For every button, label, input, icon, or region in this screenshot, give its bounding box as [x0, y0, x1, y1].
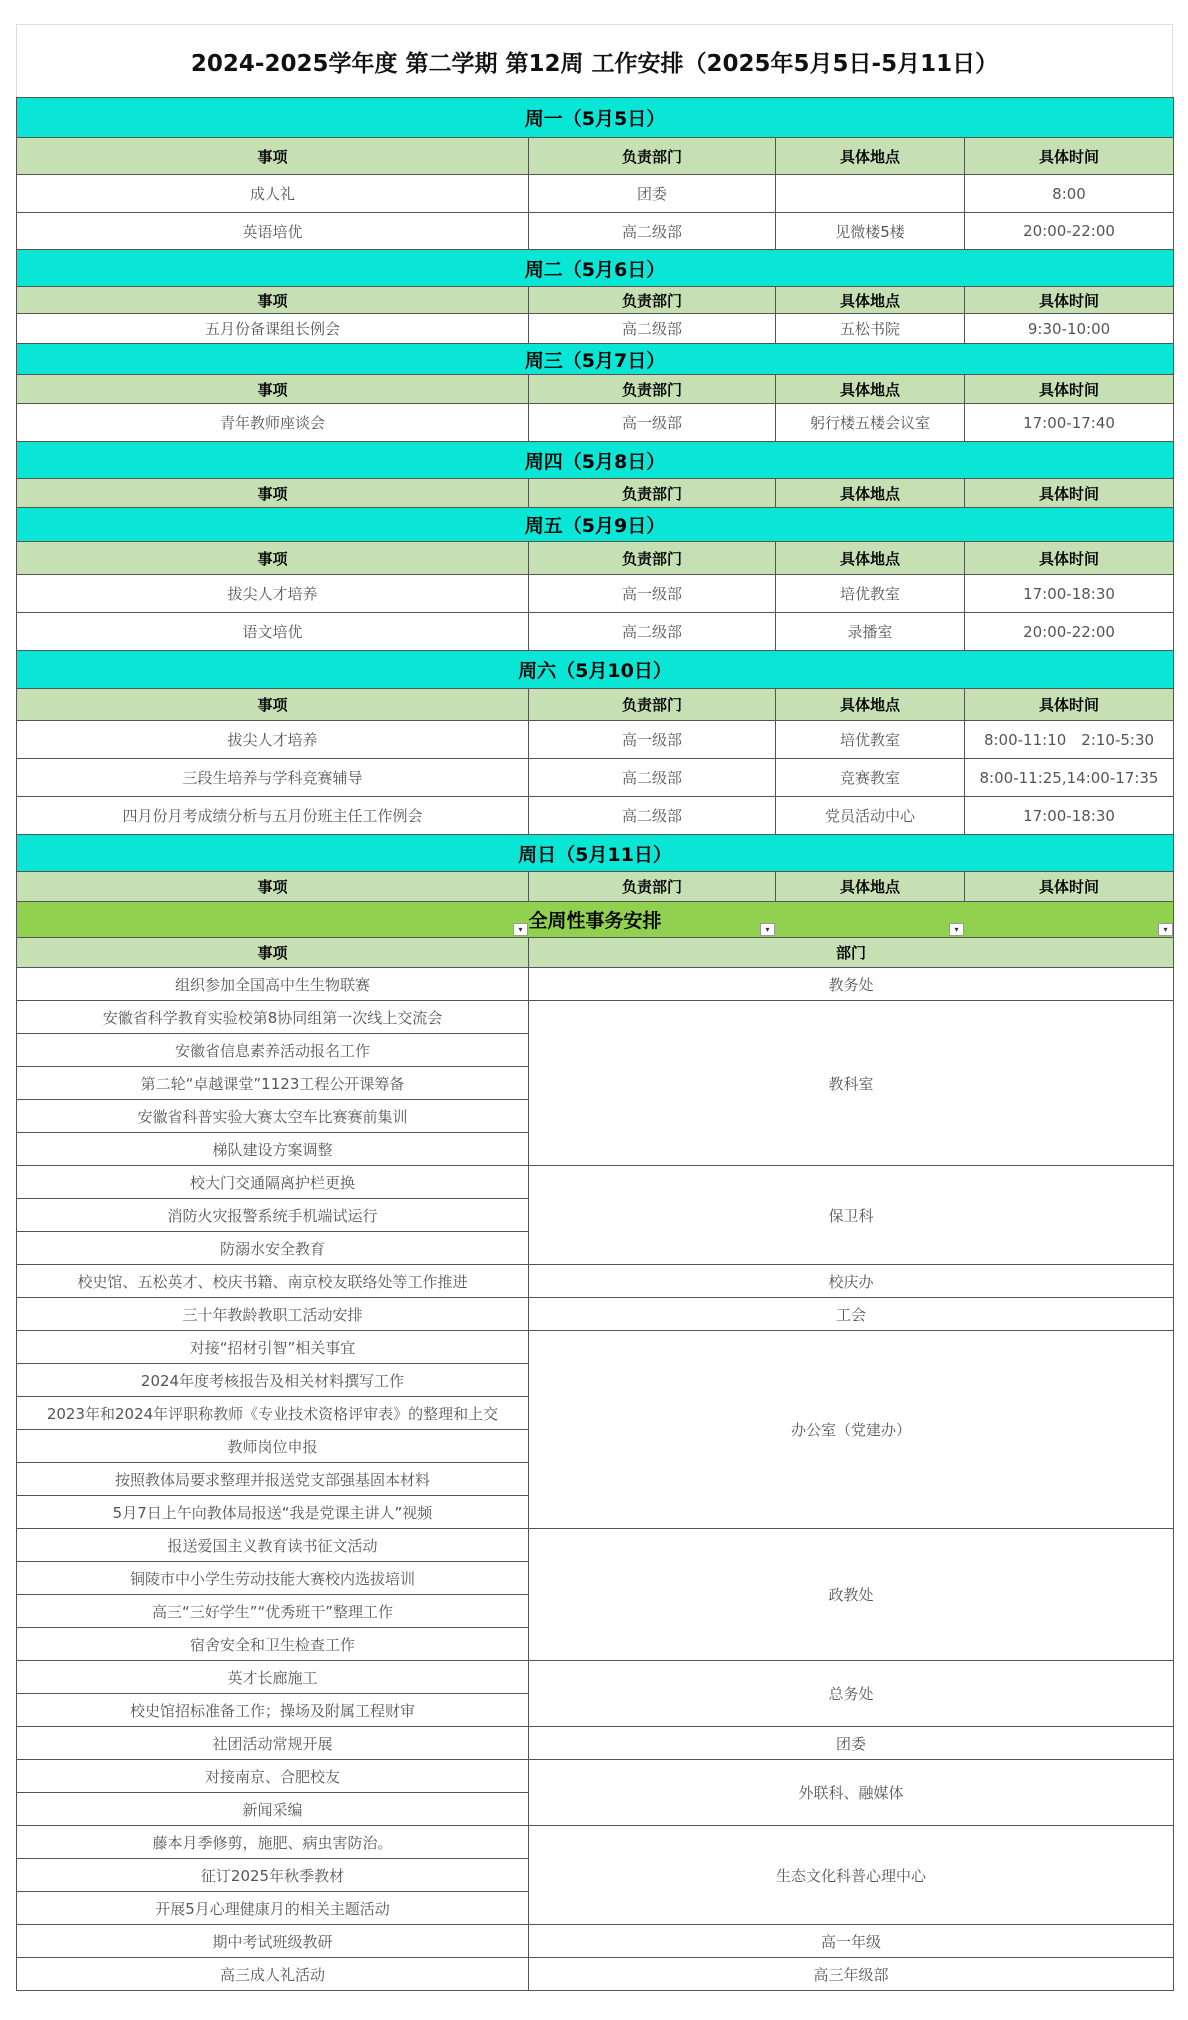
- cell-item: 拔尖人才培养: [17, 721, 529, 759]
- cell-dept: 团委: [529, 175, 776, 213]
- cell-item: 拔尖人才培养: [17, 575, 529, 613]
- weekly-item: 教师岗位申报: [17, 1430, 529, 1463]
- weekly-item: 按照教体局要求整理并报送党支部强基固本材料: [17, 1463, 529, 1496]
- weekly-item: 对接“招材引智”相关事宜: [17, 1331, 529, 1364]
- cell-dept: 高二级部: [529, 213, 776, 250]
- cell-time: 8:00: [965, 175, 1174, 213]
- cell-item: 五月份备课组长例会: [17, 314, 529, 344]
- day-header: 周一（5月5日）: [17, 98, 1174, 138]
- column-header-row: [17, 872, 1174, 902]
- col-header-location: 具体地点: [776, 479, 965, 508]
- weekly-item: 安徽省科普实验大赛太空车比赛赛前集训: [17, 1100, 529, 1133]
- cell-item: 三段生培养与学科竞赛辅导: [17, 759, 529, 797]
- weekly-dept: 校庆办: [529, 1265, 1174, 1298]
- weekly-dept: 高一年级: [529, 1925, 1174, 1958]
- col-header-time: 具体时间: [965, 287, 1174, 314]
- cell-time: 8:00-11:10 2:10-5:30: [965, 721, 1174, 759]
- cell-location: 培优教室: [776, 721, 965, 759]
- weekly-dept: 办公室（党建办）: [529, 1331, 1174, 1529]
- col-header-item: 事项: [17, 689, 529, 721]
- filter-dropdown-icon[interactable]: ▾: [760, 923, 775, 936]
- weekly-row: [17, 1826, 1174, 1859]
- weekly-item: 高三“三好学生”“优秀班干”整理工作: [17, 1595, 529, 1628]
- day-header: 周四（5月8日）: [17, 442, 1174, 479]
- weekly-item: 2023年和2024年评职称教师《专业技术资格评审表》的整理和上交: [17, 1397, 529, 1430]
- cell-item: 成人礼: [17, 175, 529, 213]
- schedule-table: [16, 97, 1174, 1991]
- weekly-dept: 保卫科: [529, 1166, 1174, 1265]
- col-header-dept: 负责部门: [529, 872, 776, 902]
- weekly-row: [17, 1001, 1174, 1034]
- column-header-row: [17, 375, 1174, 404]
- cell-time: 17:00-18:30: [965, 575, 1174, 613]
- day-header: 周日（5月11日）: [17, 835, 1174, 872]
- day-header-row: [17, 651, 1174, 689]
- weekly-item: 新闻采编: [17, 1793, 529, 1826]
- weekly-item: 校史馆招标准备工作；操场及附属工程财审: [17, 1694, 529, 1727]
- col-header-item: 事项: [17, 542, 529, 575]
- weekly-item: 安徽省科学教育实验校第8协同组第一次线上交流会: [17, 1001, 529, 1034]
- weekly-item: 第二轮“卓越课堂”1123工程公开课筹备: [17, 1067, 529, 1100]
- cell-time: 20:00-22:00: [965, 213, 1174, 250]
- cell-time: 17:00-18:30: [965, 797, 1174, 835]
- col-header-dept: 负责部门: [529, 138, 776, 175]
- weekly-row: [17, 1661, 1174, 1694]
- weekly-dept: 团委: [529, 1727, 1174, 1760]
- col-header-time: 具体时间: [965, 872, 1174, 902]
- weekly-row: [17, 1925, 1174, 1958]
- col-header-time: 具体时间: [965, 542, 1174, 575]
- page-title: 2024-2025学年度 第二学期 第12周 工作安排（2025年5月5日-5月11日）: [16, 24, 1173, 97]
- cell-location: 培优教室: [776, 575, 965, 613]
- filter-dropdown-icon[interactable]: ▾: [949, 923, 964, 936]
- cell-item: 英语培优: [17, 213, 529, 250]
- column-header-row: [17, 542, 1174, 575]
- table-row: [17, 759, 1174, 797]
- weekly-item: 三十年教龄教职工活动安排: [17, 1298, 529, 1331]
- day-header: 周六（5月10日）: [17, 651, 1174, 689]
- table-row: [17, 213, 1174, 250]
- cell-dept: 高一级部: [529, 721, 776, 759]
- day-header-row: [17, 98, 1174, 138]
- cell-location: 录播室: [776, 613, 965, 651]
- day-header-row: [17, 508, 1174, 542]
- col-header-time: 具体时间: [965, 375, 1174, 404]
- weekly-item: 安徽省信息素养活动报名工作: [17, 1034, 529, 1067]
- column-header-row: [17, 287, 1174, 314]
- cell-dept: 高二级部: [529, 613, 776, 651]
- weekly-row: [17, 1958, 1174, 1991]
- weekly-item: 高三成人礼活动: [17, 1958, 529, 1991]
- cell-location: 见微楼5楼: [776, 213, 965, 250]
- column-header-row: [17, 138, 1174, 175]
- col-header-location: 具体地点: [776, 872, 965, 902]
- col-header-dept: 负责部门: [529, 287, 776, 314]
- weekly-dept: 政教处: [529, 1529, 1174, 1661]
- weekly-item: 征订2025年秋季教材: [17, 1859, 529, 1892]
- col-header-location: 具体地点: [776, 138, 965, 175]
- cell-item: 青年教师座谈会: [17, 404, 529, 442]
- weekly-item: 5月7日上午向教体局报送“我是党课主讲人”视频: [17, 1496, 529, 1529]
- weekly-item: 开展5月心理健康月的相关主题活动: [17, 1892, 529, 1925]
- cell-time: 9:30-10:00: [965, 314, 1174, 344]
- weekly-item: 校史馆、五松英才、校庆书籍、南京校友联络处等工作推进: [17, 1265, 529, 1298]
- weekly-row: [17, 1727, 1174, 1760]
- weekly-item: 2024年度考核报告及相关材料撰写工作: [17, 1364, 529, 1397]
- cell-dept: 高二级部: [529, 759, 776, 797]
- col-header-location: 具体地点: [776, 542, 965, 575]
- weekly-col-header-dept: 部门: [529, 938, 1174, 968]
- day-header-row: [17, 835, 1174, 872]
- filter-dropdown-icon[interactable]: ▾: [1158, 923, 1173, 936]
- cell-dept: 高一级部: [529, 575, 776, 613]
- weekly-item: 期中考试班级教研: [17, 1925, 529, 1958]
- filter-dropdown-icon[interactable]: ▾: [513, 923, 528, 936]
- col-header-item: 事项: [17, 375, 529, 404]
- col-header-time: 具体时间: [965, 689, 1174, 721]
- cell-dept: 高一级部: [529, 404, 776, 442]
- col-header-location: 具体地点: [776, 287, 965, 314]
- column-header-row: [17, 689, 1174, 721]
- weekly-item: 防溺水安全教育: [17, 1232, 529, 1265]
- cell-location: 五松书院: [776, 314, 965, 344]
- table-row: [17, 575, 1174, 613]
- cell-location: [776, 175, 965, 213]
- cell-item: 语文培优: [17, 613, 529, 651]
- cell-location: 躬行楼五楼会议室: [776, 404, 965, 442]
- weekly-header-row: [17, 902, 1174, 938]
- weekly-col-header-item: 事项: [17, 938, 529, 968]
- day-header-row: [17, 442, 1174, 479]
- col-header-time: 具体时间: [965, 479, 1174, 508]
- table-row: [17, 404, 1174, 442]
- col-header-dept: 负责部门: [529, 542, 776, 575]
- weekly-item: 宿舍安全和卫生检查工作: [17, 1628, 529, 1661]
- weekly-dept: 外联科、融媒体: [529, 1760, 1174, 1826]
- col-header-time: 具体时间: [965, 138, 1174, 175]
- cell-dept: 高二级部: [529, 797, 776, 835]
- cell-dept: 高二级部: [529, 314, 776, 344]
- weekly-dept: 高三年级部: [529, 1958, 1174, 1991]
- cell-location: 竞赛教室: [776, 759, 965, 797]
- cell-time: 8:00-11:25,14:00-17:35: [965, 759, 1174, 797]
- cell-item: 四月份月考成绩分析与五月份班主任工作例会: [17, 797, 529, 835]
- col-header-item: 事项: [17, 479, 529, 508]
- day-header: 周三（5月7日）: [17, 344, 1174, 375]
- col-header-location: 具体地点: [776, 375, 965, 404]
- weekly-dept: 总务处: [529, 1661, 1174, 1727]
- table-row: [17, 314, 1174, 344]
- col-header-item: 事项: [17, 287, 529, 314]
- day-header-row: [17, 344, 1174, 375]
- col-header-item: 事项: [17, 138, 529, 175]
- col-header-dept: 负责部门: [529, 375, 776, 404]
- weekly-row: [17, 1331, 1174, 1364]
- weekly-row: [17, 1529, 1174, 1562]
- cell-time: 20:00-22:00: [965, 613, 1174, 651]
- weekly-dept: 生态文化科普心理中心: [529, 1826, 1174, 1925]
- cell-time: 17:00-17:40: [965, 404, 1174, 442]
- day-header-row: [17, 250, 1174, 287]
- day-header: 周五（5月9日）: [17, 508, 1174, 542]
- weekly-dept: 工会: [529, 1298, 1174, 1331]
- weekly-dept: 教科室: [529, 1001, 1174, 1166]
- weekly-column-header-row: [17, 938, 1174, 968]
- weekly-row: [17, 1265, 1174, 1298]
- col-header-item: 事项: [17, 872, 529, 902]
- weekly-item: 对接南京、合肥校友: [17, 1760, 529, 1793]
- weekly-item: 报送爱国主义教育读书征文活动: [17, 1529, 529, 1562]
- col-header-dept: 负责部门: [529, 689, 776, 721]
- table-row: [17, 797, 1174, 835]
- weekly-item: 社团活动常规开展: [17, 1727, 529, 1760]
- weekly-row: [17, 1760, 1174, 1793]
- weekly-item: 铜陵市中小学生劳动技能大赛校内选拔培训: [17, 1562, 529, 1595]
- weekly-dept: 教务处: [529, 968, 1174, 1001]
- weekly-item: 校大门交通隔离护栏更换: [17, 1166, 529, 1199]
- column-header-row: [17, 479, 1174, 508]
- weekly-item: 组织参加全国高中生生物联赛: [17, 968, 529, 1001]
- weekly-item: 梯队建设方案调整: [17, 1133, 529, 1166]
- weekly-item: 藤本月季修剪，施肥、病虫害防治。: [17, 1826, 529, 1859]
- table-row: [17, 721, 1174, 759]
- weekly-item: 消防火灾报警系统手机端试运行: [17, 1199, 529, 1232]
- weekly-row: [17, 1166, 1174, 1199]
- col-header-dept: 负责部门: [529, 479, 776, 508]
- weekly-item: 英才长廊施工: [17, 1661, 529, 1694]
- weekly-row: [17, 968, 1174, 1001]
- weekly-row: [17, 1298, 1174, 1331]
- col-header-location: 具体地点: [776, 689, 965, 721]
- table-row: [17, 175, 1174, 213]
- table-row: [17, 613, 1174, 651]
- schedule-sheet: [16, 24, 1173, 1991]
- cell-location: 党员活动中心: [776, 797, 965, 835]
- weekly-section-title: 全周性事务安排 ▾ ▾ ▾ ▾: [17, 902, 1174, 938]
- day-header: 周二（5月6日）: [17, 250, 1174, 287]
